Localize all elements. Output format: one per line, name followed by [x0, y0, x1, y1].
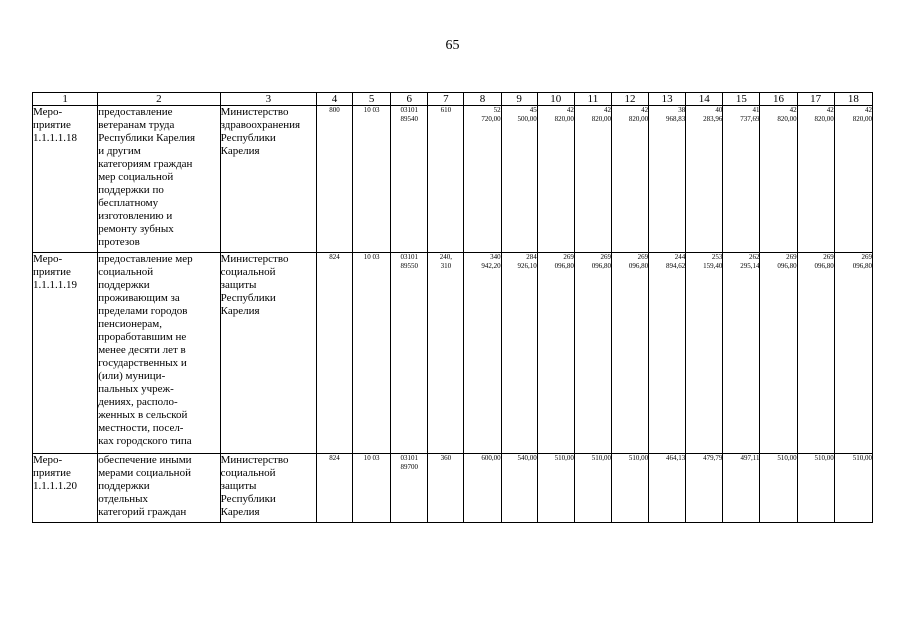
cell-grbs: 824	[316, 253, 352, 454]
cell-value: 41 737,69	[723, 106, 760, 253]
col-header: 13	[649, 93, 686, 106]
cell-target-article: 03101 89550	[391, 253, 428, 454]
cell-value: 253 159,40	[686, 253, 723, 454]
cell-value: 600,00	[464, 454, 501, 523]
cell-grbs: 824	[316, 454, 352, 523]
cell-value: 540,00	[501, 454, 537, 523]
cell-expense-type: 610	[428, 106, 464, 253]
col-header: 6	[391, 93, 428, 106]
cell-value: 52 720,00	[464, 106, 501, 253]
cell-value: 510,00	[537, 454, 574, 523]
col-header: 12	[611, 93, 648, 106]
col-header: 5	[353, 93, 391, 106]
header-row	[33, 93, 873, 106]
cell-section: 10 03	[353, 253, 391, 454]
measure-description: предоставление мер социальной поддержки проживающим за пределами городов пенсионерам, проработавшим не менее десяти лет в государственных и (или) муници- пальных учреж- дениях, располо- женных в сельской местности, посел- ках городского типа	[98, 253, 220, 454]
col-header: 9	[501, 93, 537, 106]
col-header: 4	[316, 93, 352, 106]
cell-expense-type: 240, 310	[428, 253, 464, 454]
cell-target-article: 03101 89700	[391, 454, 428, 523]
cell-value: 284 926,10	[501, 253, 537, 454]
cell-value: 269 096,80	[574, 253, 611, 454]
cell-value: 269 096,80	[834, 253, 872, 454]
cell-value: 510,00	[611, 454, 648, 523]
table-row	[33, 253, 873, 454]
cell-value: 262 295,14	[723, 253, 760, 454]
cell-value: 42 820,00	[611, 106, 648, 253]
page-number: 65	[445, 38, 460, 53]
measure-id: Меро- приятие 1.1.1.1.18	[33, 106, 98, 253]
cell-value: 510,00	[797, 454, 834, 523]
cell-expense-type: 360	[428, 454, 464, 523]
cell-value: 42 820,00	[797, 106, 834, 253]
col-header: 17	[797, 93, 834, 106]
cell-section: 10 03	[353, 454, 391, 523]
col-header: 8	[464, 93, 501, 106]
cell-value: 479,79	[686, 454, 723, 523]
cell-value: 269 096,80	[797, 253, 834, 454]
budget-table	[32, 92, 873, 523]
cell-value: 510,00	[760, 454, 797, 523]
col-header: 18	[834, 93, 872, 106]
measure-description: обеспечение иными мерами социальной поддержки отдельных категорий граждан	[98, 454, 220, 523]
cell-value: 42 820,00	[834, 106, 872, 253]
cell-value: 42 820,00	[537, 106, 574, 253]
cell-value: 40 283,96	[686, 106, 723, 253]
col-header: 10	[537, 93, 574, 106]
col-header: 15	[723, 93, 760, 106]
col-header: 16	[760, 93, 797, 106]
cell-value: 45 500,00	[501, 106, 537, 253]
cell-value: 510,00	[574, 454, 611, 523]
table-row	[33, 454, 873, 523]
cell-value: 38 968,83	[649, 106, 686, 253]
cell-value: 269 096,80	[760, 253, 797, 454]
cell-value: 497,11	[723, 454, 760, 523]
measure-id: Меро- приятие 1.1.1.1.20	[33, 454, 98, 523]
cell-value: 42 820,00	[760, 106, 797, 253]
col-header: 2	[98, 93, 220, 106]
col-header: 11	[574, 93, 611, 106]
col-header: 14	[686, 93, 723, 106]
cell-value: 510,00	[834, 454, 872, 523]
table-row	[33, 106, 873, 253]
cell-value: 464,13	[649, 454, 686, 523]
col-header: 1	[33, 93, 98, 106]
cell-value: 42 820,00	[574, 106, 611, 253]
cell-value: 340 942,20	[464, 253, 501, 454]
responsible-ministry: Министерство социальной защиты Республики Карелия	[220, 454, 316, 523]
measure-description: предоставление ветеранам труда Республики Карелия и другим категориям граждан мер социальной поддержки по бесплатному изготовлению и ремонту зубных протезов	[98, 106, 220, 253]
cell-value: 269 096,80	[611, 253, 648, 454]
cell-value: 269 096,80	[537, 253, 574, 454]
cell-value: 244 894,62	[649, 253, 686, 454]
responsible-ministry: Министерство здравоохранения Республики Карелия	[220, 106, 316, 253]
responsible-ministry: Министерство социальной защиты Республики Карелия	[220, 253, 316, 454]
col-header: 7	[428, 93, 464, 106]
cell-section: 10 03	[353, 106, 391, 253]
cell-grbs: 800	[316, 106, 352, 253]
col-header: 3	[220, 93, 316, 106]
cell-target-article: 03101 89540	[391, 106, 428, 253]
measure-id: Меро- приятие 1.1.1.1.19	[33, 253, 98, 454]
